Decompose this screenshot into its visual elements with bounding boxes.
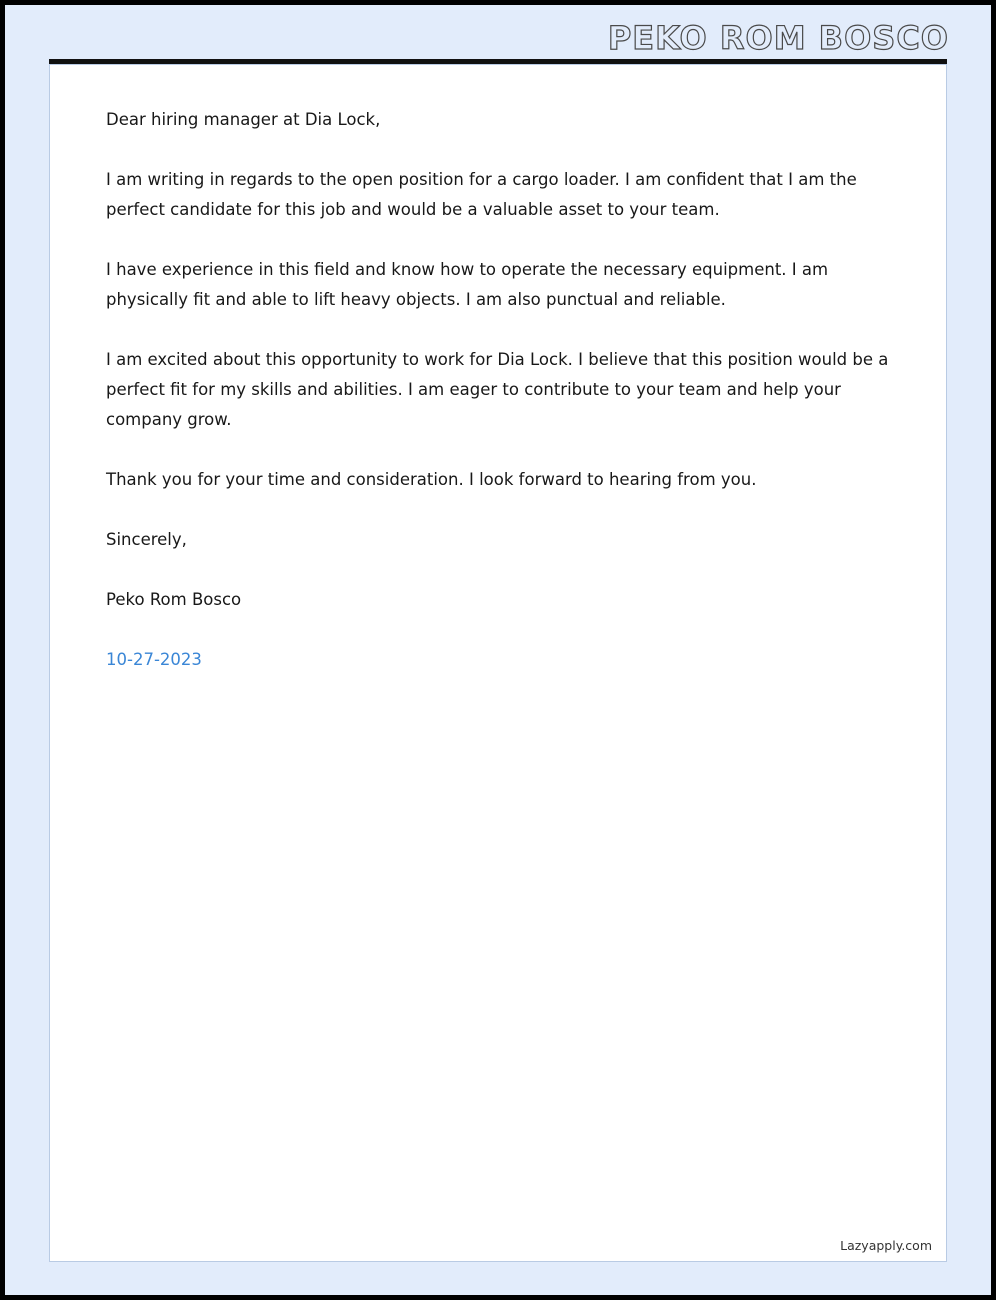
letter-salutation: Dear hiring manager at Dia Lock, <box>106 110 381 129</box>
letter-date: 10-27-2023 <box>106 650 202 669</box>
letter-signature: Peko Rom Bosco <box>106 590 242 609</box>
cover-letter-body <box>106 105 902 675</box>
letter-sheet <box>49 64 947 1262</box>
letter-paragraph-3: I am excited about this opportunity to work for Dia Lock. I believe that this position would be a perfect fit for my skills and abilities. I am eager to contribute to your team and help your company grow. <box>106 350 889 429</box>
page-title: PEKO ROM BOSCO <box>607 19 949 57</box>
watermark-label: Lazyapply.com <box>840 1238 932 1253</box>
letter-paragraph-4: Thank you for your time and consideration. I look forward to hearing from you. <box>106 470 757 489</box>
document-header <box>5 5 991 61</box>
document-page <box>5 5 991 1295</box>
letter-closing: Sincerely, <box>106 530 187 549</box>
letter-paragraph-1: I am writing in regards to the open position for a cargo loader. I am confident that I am the perfect candidate for this job and would be a valuable asset to your team. <box>106 170 857 219</box>
letter-paragraph-2: I have experience in this field and know how to operate the necessary equipment. I am physically fit and able to lift heavy objects. I am also punctual and reliable. <box>106 260 829 309</box>
